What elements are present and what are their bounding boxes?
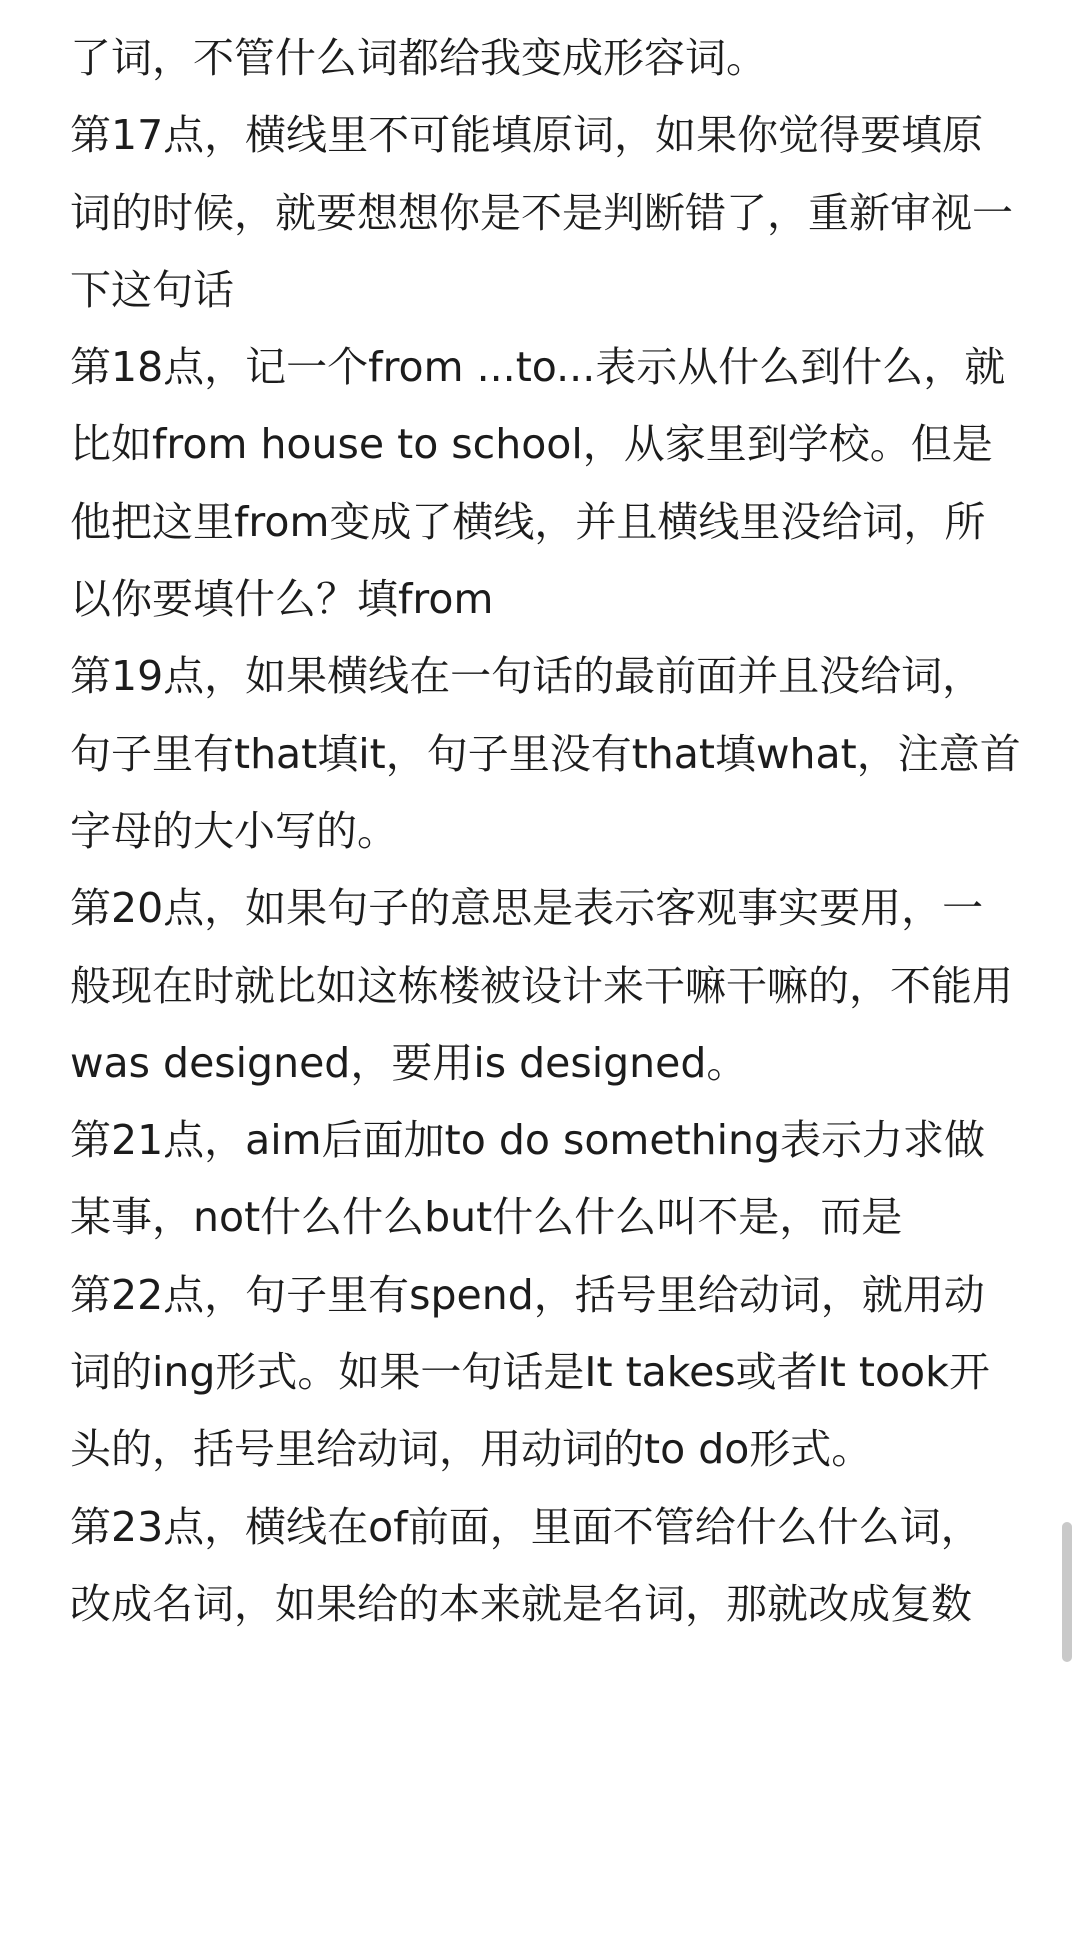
paragraph-point-17: 第17点，横线里不可能填原词，如果你觉得要填原词的时候，就要想想你是不是判断错了，重新审视一下这句话	[70, 111, 1013, 314]
document-body	[70, 20, 1022, 1643]
paragraph-point-22: 第22点，句子里有spend，括号里给动词，就用动词的ing形式。如果一句话是It takes或者It took开头的，括号里给动词，用动词的to do形式。	[70, 1270, 990, 1474]
paragraph-point-20: 第20点，如果句子的意思是表示客观事实要用，一般现在时就比如这栋楼被设计来干嘛干嘛的，不能用was designed，要用is designed。	[70, 884, 1013, 1087]
paragraph-point-23: 第23点，横线在of前面，里面不管给什么什么词，改成名词，如果给的本来就是名词，那就改成复数	[70, 1502, 982, 1628]
paragraph-point-19: 第19点，如果横线在一句话的最前面并且没给词，句子里有that填it，句子里没有that填what，注意首字母的大小写的。	[70, 652, 1021, 855]
scrollbar-thumb[interactable]	[1062, 1522, 1072, 1662]
paragraph-continuation: 了词，不管什么词都给我变成形容词。	[70, 34, 767, 82]
paragraph-point-18: 第18点，记一个from ...to...表示从什么到什么，就比如from house to school，从家里到学校。但是他把这里from变成了横线，并且横线里没给词，所以你要填什么？填from	[70, 343, 1006, 624]
paragraph-point-21: 第21点，aim后面加to do something表示力求做某事，not什么什么but什么什么叫不是，而是	[70, 1116, 986, 1242]
